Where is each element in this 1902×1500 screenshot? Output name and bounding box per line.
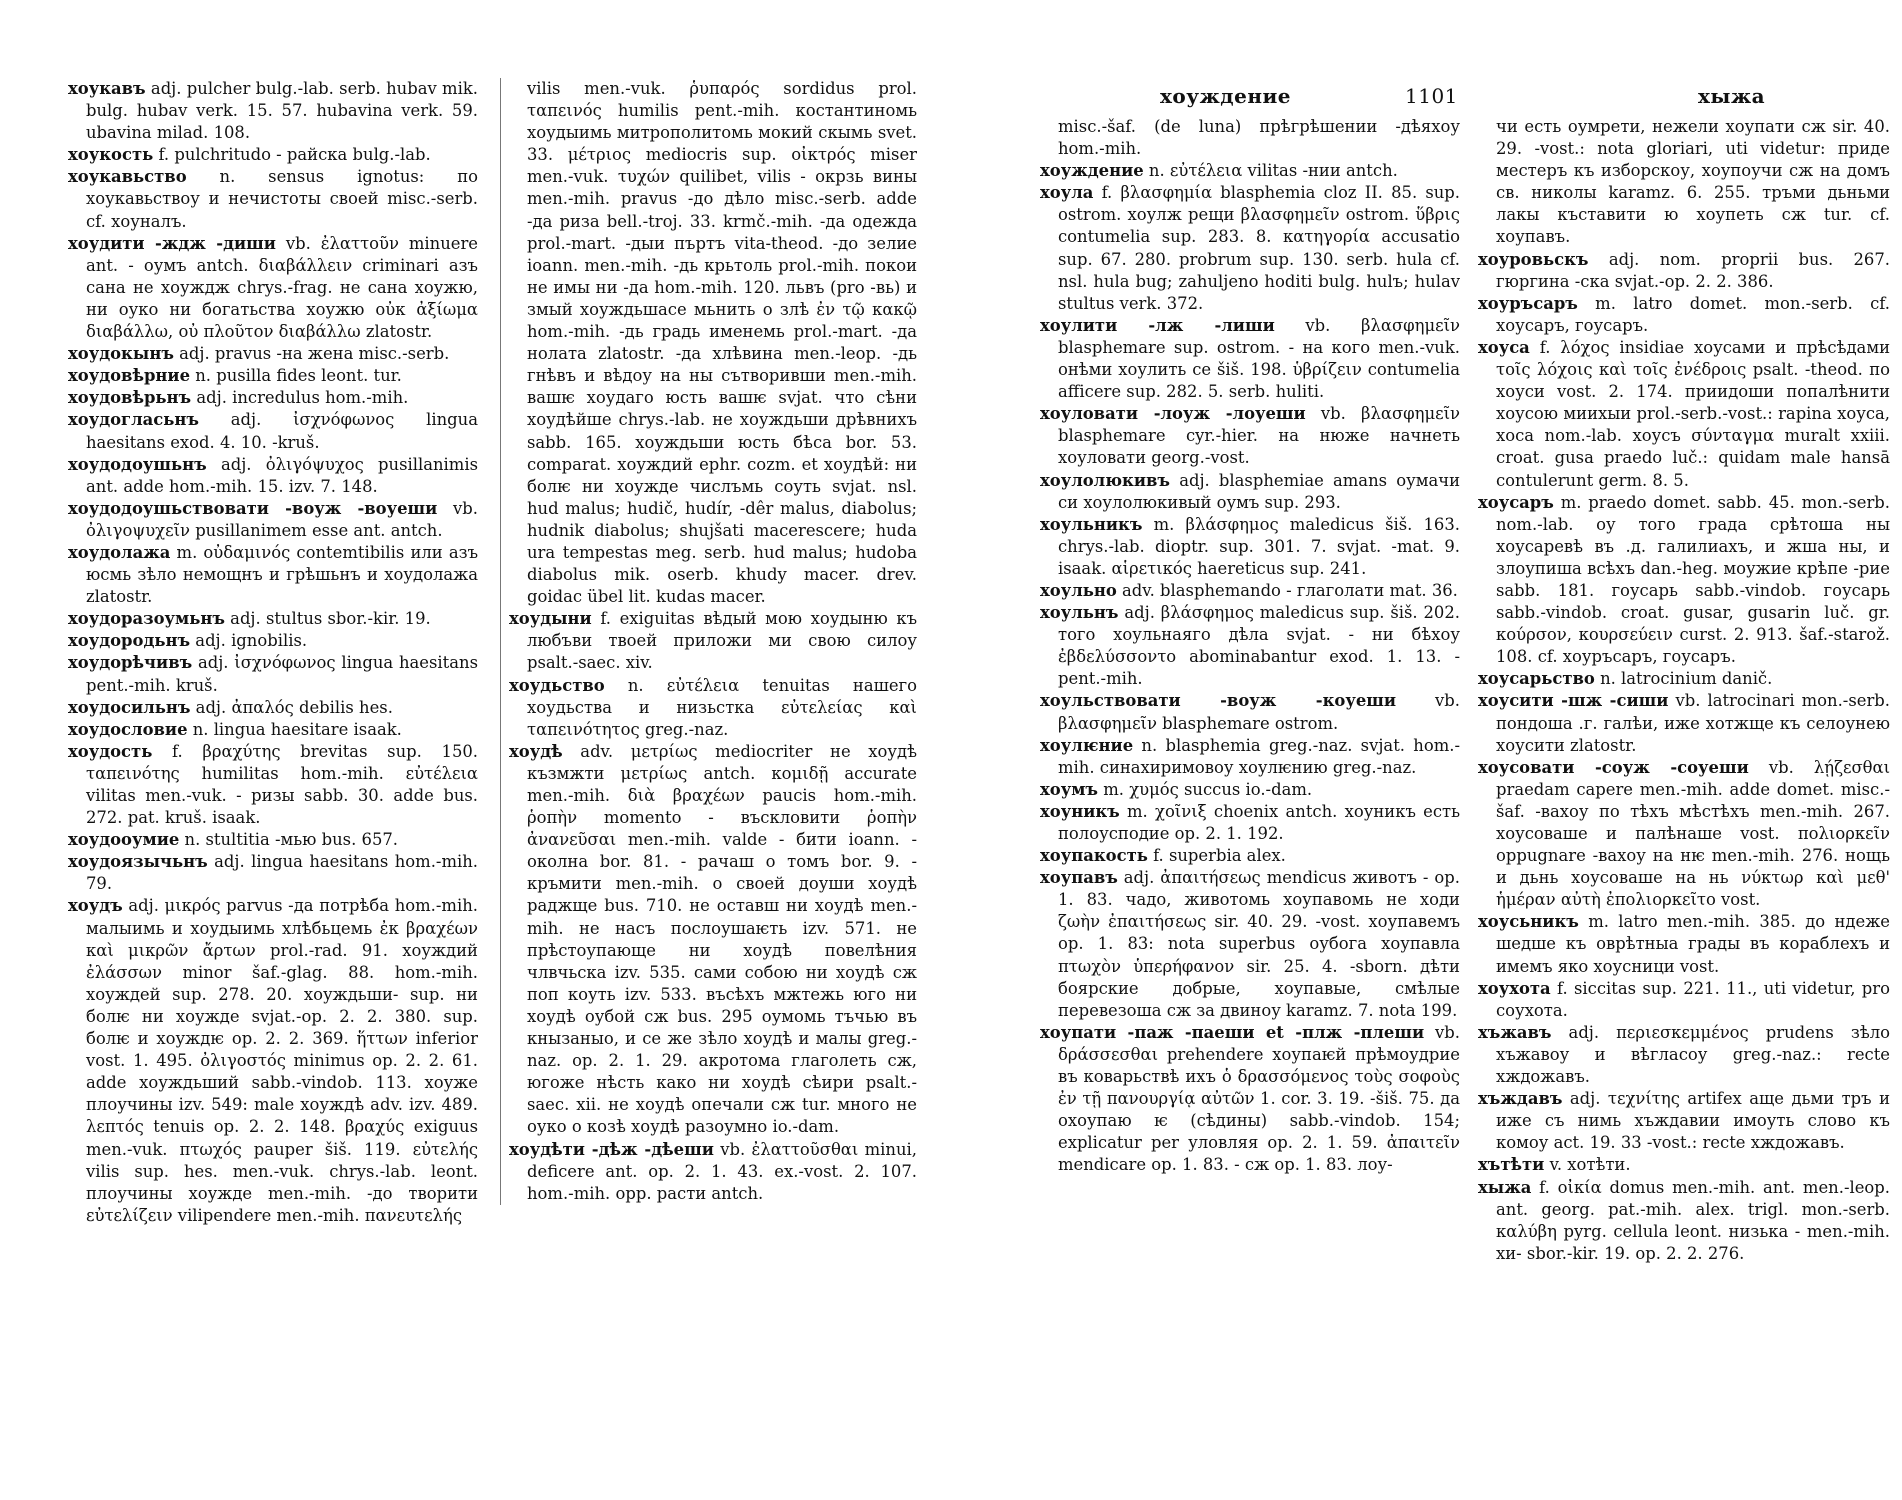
entry-text: adj. μικρός parvus -да потрѣба hom.-mih. малыимь и хоудыимь хлѣбьцемь ἐκ βραχέων καὶ μικρῶν ἄρτων prol.-rad. 91. хоуждий ἐλάσσων minor šaf.-glag. 88. hom.-mih. хоуждей sup. 278. 20. хоуждьши- sup. ни болѥ ни хоужде svjat.-op. 2. 2. 380. sup. болѥ и хоуждѥ op. 2. 2. 369. ἥττων inferior vost. 1. 495. ὀλιγοστός minimus op. 2. 2. 61. adde хоуждьший sabb.-vindob. 113. хоуже плоучины izv. 549: male хоуждѣ adv. izv. 489. λεπτός tenuis op. 2. 2. 148. βραχύς exiguus men.-vuk. πτωχός pauper šiš. 119. εὐτελής vilis sup. hes. men.-vuk. chrys.-lab. leont. плоучины хоужде men.-mih. -до творити εὐτελίζειν vilipendere men.-mih. πανευτελής [86,896,478,1225]
dictionary-entry [1040,403,1460,469]
dictionary-entry [68,652,478,696]
dictionary-entry [1478,1088,1890,1154]
entry-text: adj. stultus sbor.-kir. 19. [230,609,431,629]
dictionary-entry [1478,690,1890,756]
entry-text: adj. ἰσχνόφωνος lingua haesitans pent.-mih. kruš. [86,653,478,695]
entry-headword: хоусовати -соуж -соуеши [1478,757,1749,777]
dictionary-entry [1040,160,1460,182]
entry-headword: хоудодоушьнъ [68,454,207,474]
entry-text: f. βλασφημία blasphemia cloz II. 85. sup. ostrom. хоулж рещи βλασφημεῖν ostrom. ὕβρις contumelia sup. 283. 8. κατηγορία accusatio sup. 67. 280. probrum sup. 130. serb. hula cf. nsl. hula bug; zahuljeno hoditi bulg. hulъ; hulav stultus verk. 372. [1058,183,1461,313]
dictionary-entry [509,608,917,674]
entry-text: vb. latrocinari mon.-serb. пондоша .г. галѣи, иже хотжще къ селоунею хоусити zlatostr. [1496,691,1890,755]
entry-headword: хоуръсаръ [1478,293,1578,313]
entry-headword: хыжа [1478,1177,1532,1197]
right-page [1010,0,1902,1500]
entry-text: misc.-šaf. (de luna) прѣгрѣшении -дѣяхоу hom.-mih. [1058,117,1460,159]
entry-headword: хоудоразоумьнъ [68,609,225,629]
right-column-a [1040,116,1460,1177]
entry-headword: хоудовѣрние [68,366,191,386]
entry-headword: хоукавъ [68,79,146,98]
entry-text: vb. ἐλαττοῦσθαι minui, deficere ant. op. 2. 1. 43. ex.-vost. 2. 107. hom.-mih. opp. расти antch. [527,1139,917,1203]
entry-headword: хоудокынъ [68,344,174,364]
dictionary-entry [68,829,478,851]
running-head-left: хоуждение [1160,84,1292,108]
entry-headword: хоульнъ [1040,603,1119,623]
entry-headword: хъждавъ [1478,1089,1563,1109]
entry-headword: хоулолюкивъ [1040,470,1171,490]
entry-headword: хоудородьнъ [68,631,191,651]
entry-text: adj. περιεσκεμμένος prudens зѣло хъжавоу и вѣгласоу greg.-naz.: recte хждожавъ. [1496,1022,1890,1087]
entry-text: adv. blasphemando - глаголати mat. 36. [1122,580,1458,600]
dictionary-entry [68,454,478,498]
dictionary-entry [1040,690,1460,734]
entry-headword: хоудорѣчивъ [68,653,193,673]
entry-headword: хоудовѣрьнъ [68,388,192,408]
entry-text: m. οὐδαμινός contemtibilis или азъ юсмь зѣло немощнъ и грѣшьнъ и хоудолажа zlatostr. [86,542,478,607]
entry-headword: хоуса [1478,337,1530,357]
entry-headword: хоудодоушьствовати -воуж -воуеши [68,498,438,518]
dictionary-entry [1040,602,1460,690]
entry-text: f. οἰκία domus men.-mih. ant. men.-leop. ant. georg. pat.-mih. alex. trigl. mon.-serb. καλύβη pyrg. cellula leont. низька - men.-mih. хи- sbor.-kir. 19. op. 2. 2. 276. [1496,1177,1890,1263]
entry-headword: хоуровьскъ [1478,249,1589,269]
entry-headword: хоупакость [1040,846,1148,866]
entry-headword: хоуждение [1040,161,1144,181]
dictionary-entry [1478,1154,1890,1176]
dictionary-entry [1478,1022,1890,1088]
entry-headword: хоукавьство [68,167,187,187]
dictionary-entry [1040,470,1460,514]
dictionary-entry [68,741,478,829]
entry-text: n. latrocinium danič. [1600,669,1773,689]
dictionary-entry [1478,757,1890,912]
entry-text: adj. ἀπαλός debilis hes. [195,697,393,717]
dictionary-entry [1040,182,1460,315]
dictionary-entry [68,697,478,719]
entry-headword: хоусаръ [1478,492,1554,512]
entry-text: adj. ignobilis. [195,631,308,651]
entry-text: adj. ὀλιγόψυχος pusillanimis ant. adde hom.-mih. 15. izv. 7. 148. [86,454,478,496]
entry-text: n. blasphemia greg.-naz. svjat. hom.-mih. синахиримовоу хоулѥнию greg.-naz. [1058,735,1460,777]
entry-text: n. lingua haesitare isaak. [192,719,402,739]
entry-headword: хоудѣти -дѣж -дѣеши [509,1139,714,1159]
dictionary-entry [509,1139,917,1205]
dictionary-entry [1040,580,1460,602]
dictionary-entry [1040,867,1460,1022]
entry-text: f. pulchritudo - райска bulg.-lab. [158,145,431,165]
entry-headword: хоуловати -лоуж -лоуеши [1040,404,1306,424]
dictionary-entry [68,851,478,895]
entry-text: vb. ἐλαττοῦν minuere ant. - оумъ antch. διαβάλλειν criminari азъ сана не хоуждж chrys.-frag. не сана хоужю, ни оуко ни богатьства хоужю οὐκ ἀξίωμα διαβάλλω, οὐ πλοῦτον διαβάλλω zlatostr. [86,233,478,342]
entry-text: adj. ἰσχνόφωνος lingua haesitans exod. 4. 10. -kruš. [86,410,478,452]
entry-headword: хоудость [68,741,153,761]
entry-headword: хоульствовати -воуж -коуеши [1040,691,1397,711]
entry-headword: хоудословие [68,719,188,739]
dictionary-entry [1040,116,1460,160]
entry-headword: хоудити -ждж -диши [68,233,276,253]
entry-headword: хоудыни [509,609,592,629]
entry-text: vb. βλασφημεῖν blasphemare cyr.-hier. на нюже начнеть хоуловати georg.-vost. [1058,404,1460,468]
entry-headword: хъжавъ [1478,1022,1552,1042]
entry-headword: хоукость [68,145,154,165]
entry-text: vilis men.-vuk. ῥυπαρός sordidus prol. ταπεινός humilis pent.-mih. костантиномь хоудыимь митрополитомь мокий скымь svet. 33. μέτριος mediocris sup. οἰκτρός miser men.-vuk. τυχών quilibet, vilis - окрзь вины men.-mih. pravus -до дѣло misc.-serb. adde -да риза bell.-troj. 33. krmč.-mih. -да одежда prol.-mart. -дыи пъртъ vita-theod. -до зелие ioann. men.-mih. -дь крьтоль prol.-mih. покои не имы ни -да hom.-mih. 120. львъ (pro -вь) и змый хоуждьшасе мьнить о злѣ ἐν τῷ κακῷ hom.-mih. -дь градь именемь prol.-mart. -да нолата zlatostr. -да хлѣвина men.-leop. -дь гнѣвъ и вѣдоу на ны сътворивши men.-mih. вашѥ хоудаго юсть вашѥ svjat. что сѣни хоудѣйше chrys.-lab. не хоуждьши дрѣвнихъ sabb. 165. хоуждьши юсть бѣса bor. 53. comparat. хоуждий ephr. cozm. et хоудѣй: ни болѥ ни хоужде числъмь соуть svjat. nsl. hud malus; hudič, hudír, -dêr malus, diabolus; hudnik diabolus; shujšati macerescere; huda ura tempestas meg. serb. hud malus; hudoba diabolus mik. oserb. khudy macer. drev. goidac übel lit. kudas macer. [527,79,917,607]
dictionary-entry [1478,1177,1890,1265]
entry-headword: хоусити -шж -сиши [1478,691,1669,711]
entry-text: m. latro men.-mih. 385. до ндеже шедше къ оврѣтныа грады въ кораблехъ и имемъ яко хоусници vost. [1496,912,1890,976]
entry-text: n. sensus ignotus: по хоукавьствоу и нечистоты своей misc.-serb. cf. хоуналъ. [86,167,478,231]
entry-text: f. exiguitas вѣдый мою хоудыню къ любъви твоей приложи ми свою силоу psalt.-saec. xiv. [527,609,917,673]
entry-text: adj. pravus -на жена misc.-serb. [179,344,450,364]
entry-headword: хоудосильнъ [68,697,191,717]
dictionary-entry [509,675,917,741]
entry-text: n. εὐτέλεια tenuitas нашего хоудьства и низьстка εὐτελείας καὶ ταπεινότητος greg.-naz. [527,675,917,739]
entry-text: m. βλάσφημος maledicus šiš. 163. chrys.-lab. dioptr. sup. 301. 7. svjat. -mat. 9. isaak. αἱρετικός haereticus sup. 241. [1058,514,1460,578]
entry-headword: хоульно [1040,580,1117,600]
entry-text: f. siccitas sup. 221. 11., uti videtur, pro соухота. [1496,978,1890,1020]
dictionary-entry [1478,911,1890,977]
dictionary-entry [1478,116,1890,249]
dictionary-entry [68,387,478,409]
entry-text: v. хотѣти. [1549,1155,1631,1175]
entry-headword: хоухота [1478,978,1551,998]
dictionary-entry [1040,1022,1460,1177]
dictionary-entry [68,409,478,453]
dictionary-entry [1040,801,1460,845]
running-head-right: хыжа [1698,84,1766,108]
entry-text: vb. βλασφημεῖν blasphemare ostrom. [1058,691,1460,733]
entry-text: adj. incredulus hom.-mih. [196,388,409,408]
entry-headword: хоулѥние [1040,735,1134,755]
entry-text: m. χυμός succus io.-dam. [1103,779,1313,799]
entry-headword: хоудьство [509,675,605,695]
page-number: 1101 [1405,84,1458,108]
entry-text: m. χοῖνιξ choenix antch. хоуникъ есть полоусподие op. 2. 1. 192. [1058,801,1460,843]
entry-text: n. εὐτέλεια vilitas -нии antch. [1148,161,1398,181]
dictionary-entry [68,365,478,387]
entry-text: vb. δράσσεσθαι prehendere хоупаѥй прѣмоудрие въ коварьствѣ ихъ ὁ δρασσόμενος τοὺς σοφοὺς ἐν τῇ πανουργίᾳ αὐτῶν 1. cor. 3. 19. -šiš. 75. да охоупаю ѥ (сѣдины) sabb.-vindob. 154; explicatur per уловляя op. 2. 1. 59. ἀπαιτεῖν mendicare op. 1. 83. - сж op. 1. 83. лоу- [1058,1022,1460,1175]
dictionary-entry [68,608,478,630]
dictionary-entry [68,144,478,166]
entry-headword: хоудогласьнъ [68,410,199,430]
entry-headword: хоуникъ [1040,801,1120,821]
dictionary-entry [68,542,478,608]
entry-text: vb. βλασφημεῖν blasphemare sup. ostrom. - на кого men.-vuk. онѣми хоулить се šiš. 198. ὑβρίζειν contumelia afficere sup. 282. 5. serb. huliti. [1058,315,1460,402]
entry-text: adj. ἀπαιτήσεως mendicus животъ - op. 1. 83. чадо, животомь хоупавомь не ходи ζωὴν ἐπαιτήσεως sir. 40. 29. -vost. хоупавемъ op. 1. 83: nota superbus оубога хоупавла πτωχὸν ὑπερήφανον sir. 25. 4. -sborn. дѣти боярские добрые, хоупавые, смѣлые перевезоша сж за двиноу karamz. 7. nota 199. [1058,868,1460,1020]
dictionary-entry [509,741,917,1139]
left-column-b [500,78,917,1205]
entry-text: n. pusilla fides leont. tur. [195,366,402,386]
right-column-b [1478,116,1890,1265]
dictionary-entry [68,630,478,652]
entry-text: vb. ὀλιγοψυχεῖν pusillanimem esse ant. antch. [86,498,478,540]
entry-text: adj. nom. proprii bus. 267. гюргина -ска svjat.-op. 2. 2. 386. [1496,249,1890,291]
entry-headword: хоумъ [1040,779,1099,799]
dictionary-entry [68,498,478,542]
dictionary-entry [68,78,478,144]
entry-text: vb. λῄζεσθαι praedam capere men.-mih. adde domet. misc.-šaf. -вахоу по тѣхъ мѣстѣхъ men.-mih. 267. хоусоваше и палѣнаше vost. πολιορκεῖν oppugnare -вахоу на нѥ men.-mih. 276. нощь и дьнь хоусоваше на нь νύκτωρ καὶ μεθ' ἡμέραν αὐτὴ ἐπολιορκεῖτο vost. [1496,757,1890,910]
entry-text: m. latro domet. mon.-serb. cf. хоусаръ, гоусаръ. [1496,293,1890,335]
entry-text: n. stultitia -мью bus. 657. [184,830,399,850]
dictionary-entry [1478,337,1890,492]
entry-headword: хоудооумие [68,830,180,850]
entry-text: adv. μετρίως mediocriter не хоудѣ къзмжти μετρίως antch. κομιδῇ accurate men.-mih. διὰ βραχέων paucis hom.-mih. ῥοπὴν momento - въскловити ῥοπὴν ἀνανεῦσαι men.-mih. valde - бити ioann. - околна bor. 81. - рачаш о томъ bor. 9. - кръмити men.-mih. о своей доуши хоудѣ раджще bus. 710. не оставш ни хоудѣ men.-mih. не насъ послоушаѥть izv. 571. не прѣстоупающе ни хоудѣ повелѣния члвчьска izv. 535. сами собою ни хоудѣ сж поп коуть izv. 533. въсѣхъ мжтежь юго ни хоудѣ оубой сж bus. 295 оумомь тъчью въ кнызаныо, и се же зѣло хоудѣ и малы greg.-naz. op. 2. 1. 29. акротома глаголеть сж, югоже нѣсть како ни хоудѣ сѣири psalt.-saec. xii. не хоудѣ опечали сж tur. много не оуко о козѣ хоудѣ разоумно io.-dam. [527,741,917,1137]
dictionary-entry [68,166,478,232]
entry-headword: хоула [1040,183,1094,203]
dictionary-entry [1478,978,1890,1022]
entry-headword: хоусьникъ [1478,912,1579,932]
entry-text: adj. τεχνίτης artifex аще дьми тръ и иже съ нимь хъждавии имоуть слово къ комоу act. 19. 33 -vost.: recte хждожавъ. [1496,1089,1890,1153]
dictionary-entry [1040,315,1460,403]
dictionary-entry [1040,735,1460,779]
entry-headword: хоулити -лж -лиши [1040,315,1275,335]
dictionary-entry [1040,779,1460,801]
dictionary-entry [1040,514,1460,580]
dictionary-entry [68,719,478,741]
left-column-a [68,78,478,1227]
entry-headword: хоудъ [68,896,123,916]
entry-text: adj. pulcher bulg.-lab. serb. hubav mik. bulg. hubav verk. 15. 57. hubavina verk. 59. ubavina milad. 108. [86,79,478,143]
entry-headword: хоупавъ [1040,868,1118,888]
dictionary-entry [509,78,917,608]
entry-text: m. praedo domet. sabb. 45. mon.-serb. nom.-lab. оу того града срѣтоша ны хоусаревѣ въ .д. галилиахъ, и жша ны, и злоупиша всѣхъ dan.-heg. моужие крѣпе -рие sabb. 181. гоусарь sabb.-vindob. гоусарь sabb.-vindob. croat. gusar, gusarin luč. gr. κούρσον, κουρσεύειν curst. 2. 913. šaf.-starož. 108. cf. хоуръсаръ, гоусаръ. [1496,492,1890,667]
entry-headword: хоудоязычьнъ [68,852,208,872]
entry-headword: хоульникъ [1040,514,1143,534]
entry-text: f. superbia alex. [1153,846,1286,866]
entry-text: f. βραχύτης brevitas sup. 150. ταπεινότης humilitas hom.-mih. εὐτέλεια vilitas men.-vuk. - ризы sabb. 30. adde bus. 272. pat. kruš. isaak. [86,741,479,828]
dictionary-entry [68,343,478,365]
dictionary-entry [1478,249,1890,293]
entry-headword: хоупати -паж -паеши et -плж -плеши [1040,1022,1425,1042]
entry-text: adj. lingua haesitans hom.-mih. 79. [86,852,478,894]
entry-headword: хоусарьство [1478,669,1595,689]
entry-text: чи есть оумрети, нежели хоупати сж sir. 40. 29. -vost.: nota gloriari, uti videtur: приде местеръ къ изборскоу, хоупоучи сж на домъ св. николы karamz. 6. 255. тръми дьньми лакы къставити ю хоупеть сж tur. cf. хоупавъ. [1496,117,1890,247]
dictionary-entry [1478,293,1890,337]
entry-text: adj. βλάσφημος maledicus sup. šiš. 202. того хоульнаяго дѣла svjat. - ни бѣхоу ἐβδελύσσοντο abominabantur exod. 1. 13. -pent.-mih. [1058,603,1460,689]
dictionary-entry [1478,492,1890,669]
entry-text: f. λόχος insidiae хоусами и прѣсѣдами τοῖς λόχοις καὶ τοῖς ἐνέδροις psalt. -theod. по хоуси vost. 2. 174. приидоши попалѣнити хоусою миихыи prol.-serb.-vost.: rapina хоуса, хоса nom.-lab. хоусъ σύνταγμα muralt xxiii. croat. gusa praedo luč.: quidam male hansā contulerunt germ. 8. 5. [1496,337,1890,490]
entry-headword: хътѣти [1478,1155,1545,1175]
entry-headword: хоудѣ [509,741,563,761]
entry-text: adj. blasphemiae amans оумачи си хоулолюкивый оумъ sup. 293. [1058,470,1460,512]
dictionary-entry [1478,668,1890,690]
entry-headword: хоудолажа [68,542,171,562]
dictionary-entry [1040,845,1460,867]
dictionary-entry [68,233,478,343]
dictionary-entry [68,895,478,1226]
